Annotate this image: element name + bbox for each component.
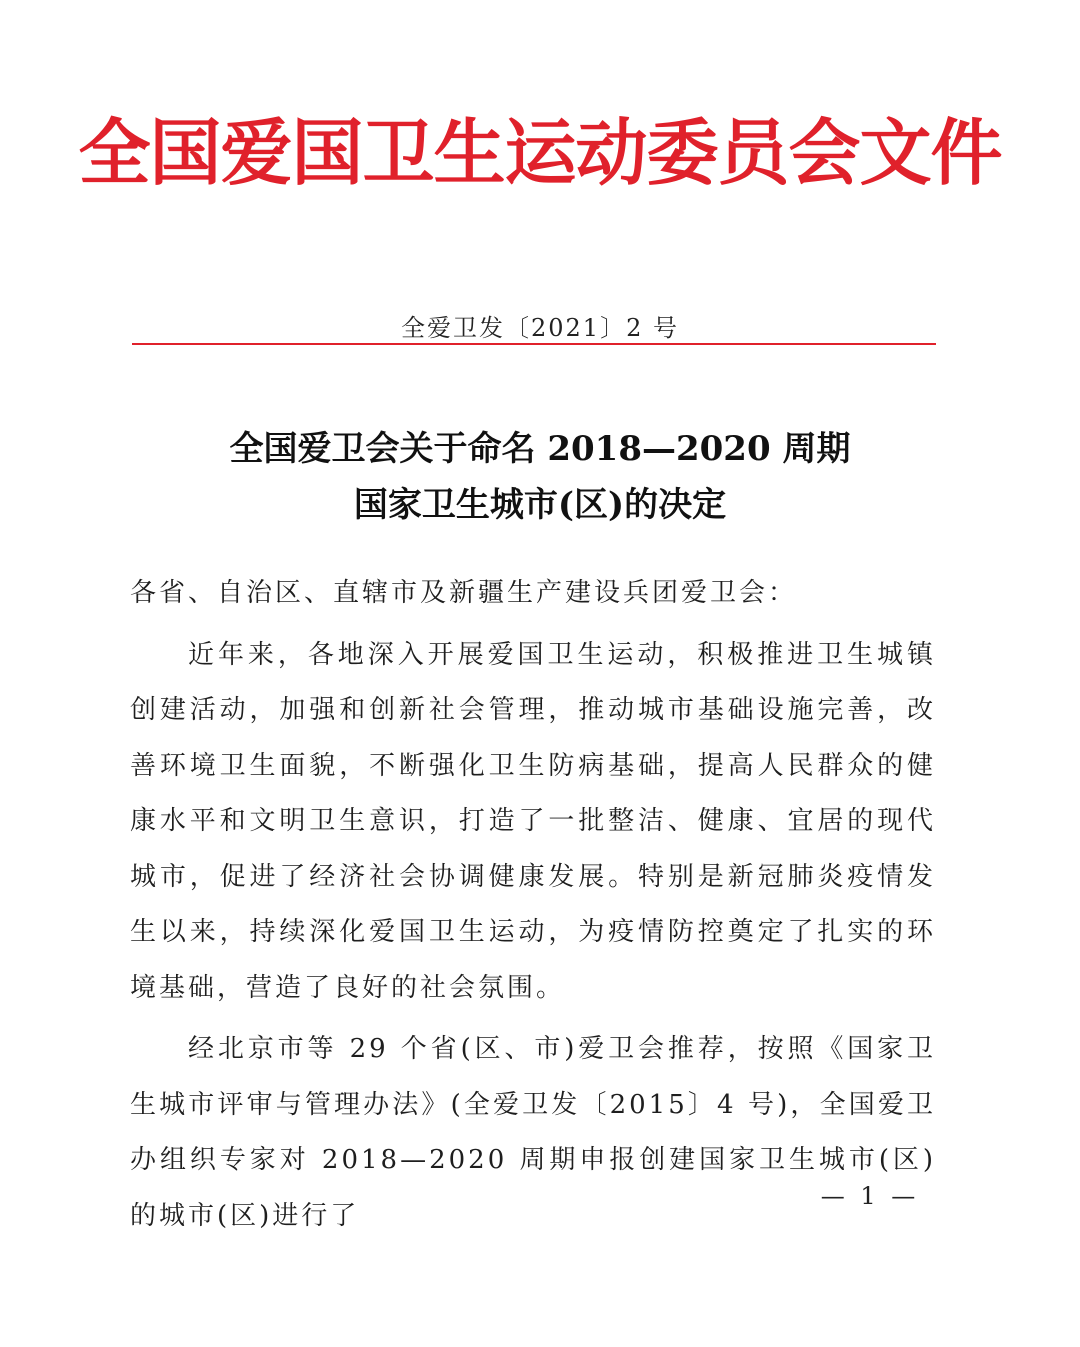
notice-title-line-1: 全国爱卫会关于命名 2018—2020 周期	[229, 429, 851, 469]
document-body	[130, 566, 936, 1244]
body-paragraph-2: 经北京市等 29 个省(区、市)爱卫会推荐，按照《国家卫生城市评审与管理办法》(全爱卫发〔2015〕4 号)，全国爱卫办组织专家对 2018—2020 周期申报创建国家卫生城市(区)的城市(区)进行了	[130, 1034, 936, 1231]
document-number: 全爱卫发〔2021〕2 号	[401, 314, 679, 342]
page-number: — 1 —	[820, 1182, 920, 1210]
notice-title-line-2: 国家卫生城市(区)的决定	[353, 485, 727, 525]
header-divider	[132, 343, 936, 345]
salutation: 各省、自治区、直辖市及新疆生产建设兵团爱卫会：	[130, 578, 798, 608]
body-paragraph-1: 近年来，各地深入开展爱国卫生运动，积极推进卫生城镇创建活动，加强和创新社会管理，推动城市基础设施完善，改善环境卫生面貌，不断强化卫生防病基础，提高人民群众的健康水平和文明卫生意识，打造了一批整洁、健康、宜居的现代城市，促进了经济社会协调健康发展。特别是新冠肺炎疫情发生以来，持续深化爱国卫生运动，为疫情防控奠定了扎实的环境基础，营造了良好的社会氛围。	[130, 639, 936, 1003]
document-header-title: 全国爱国卫生运动委员会文件	[78, 110, 1002, 195]
notice-title	[0, 424, 1080, 530]
